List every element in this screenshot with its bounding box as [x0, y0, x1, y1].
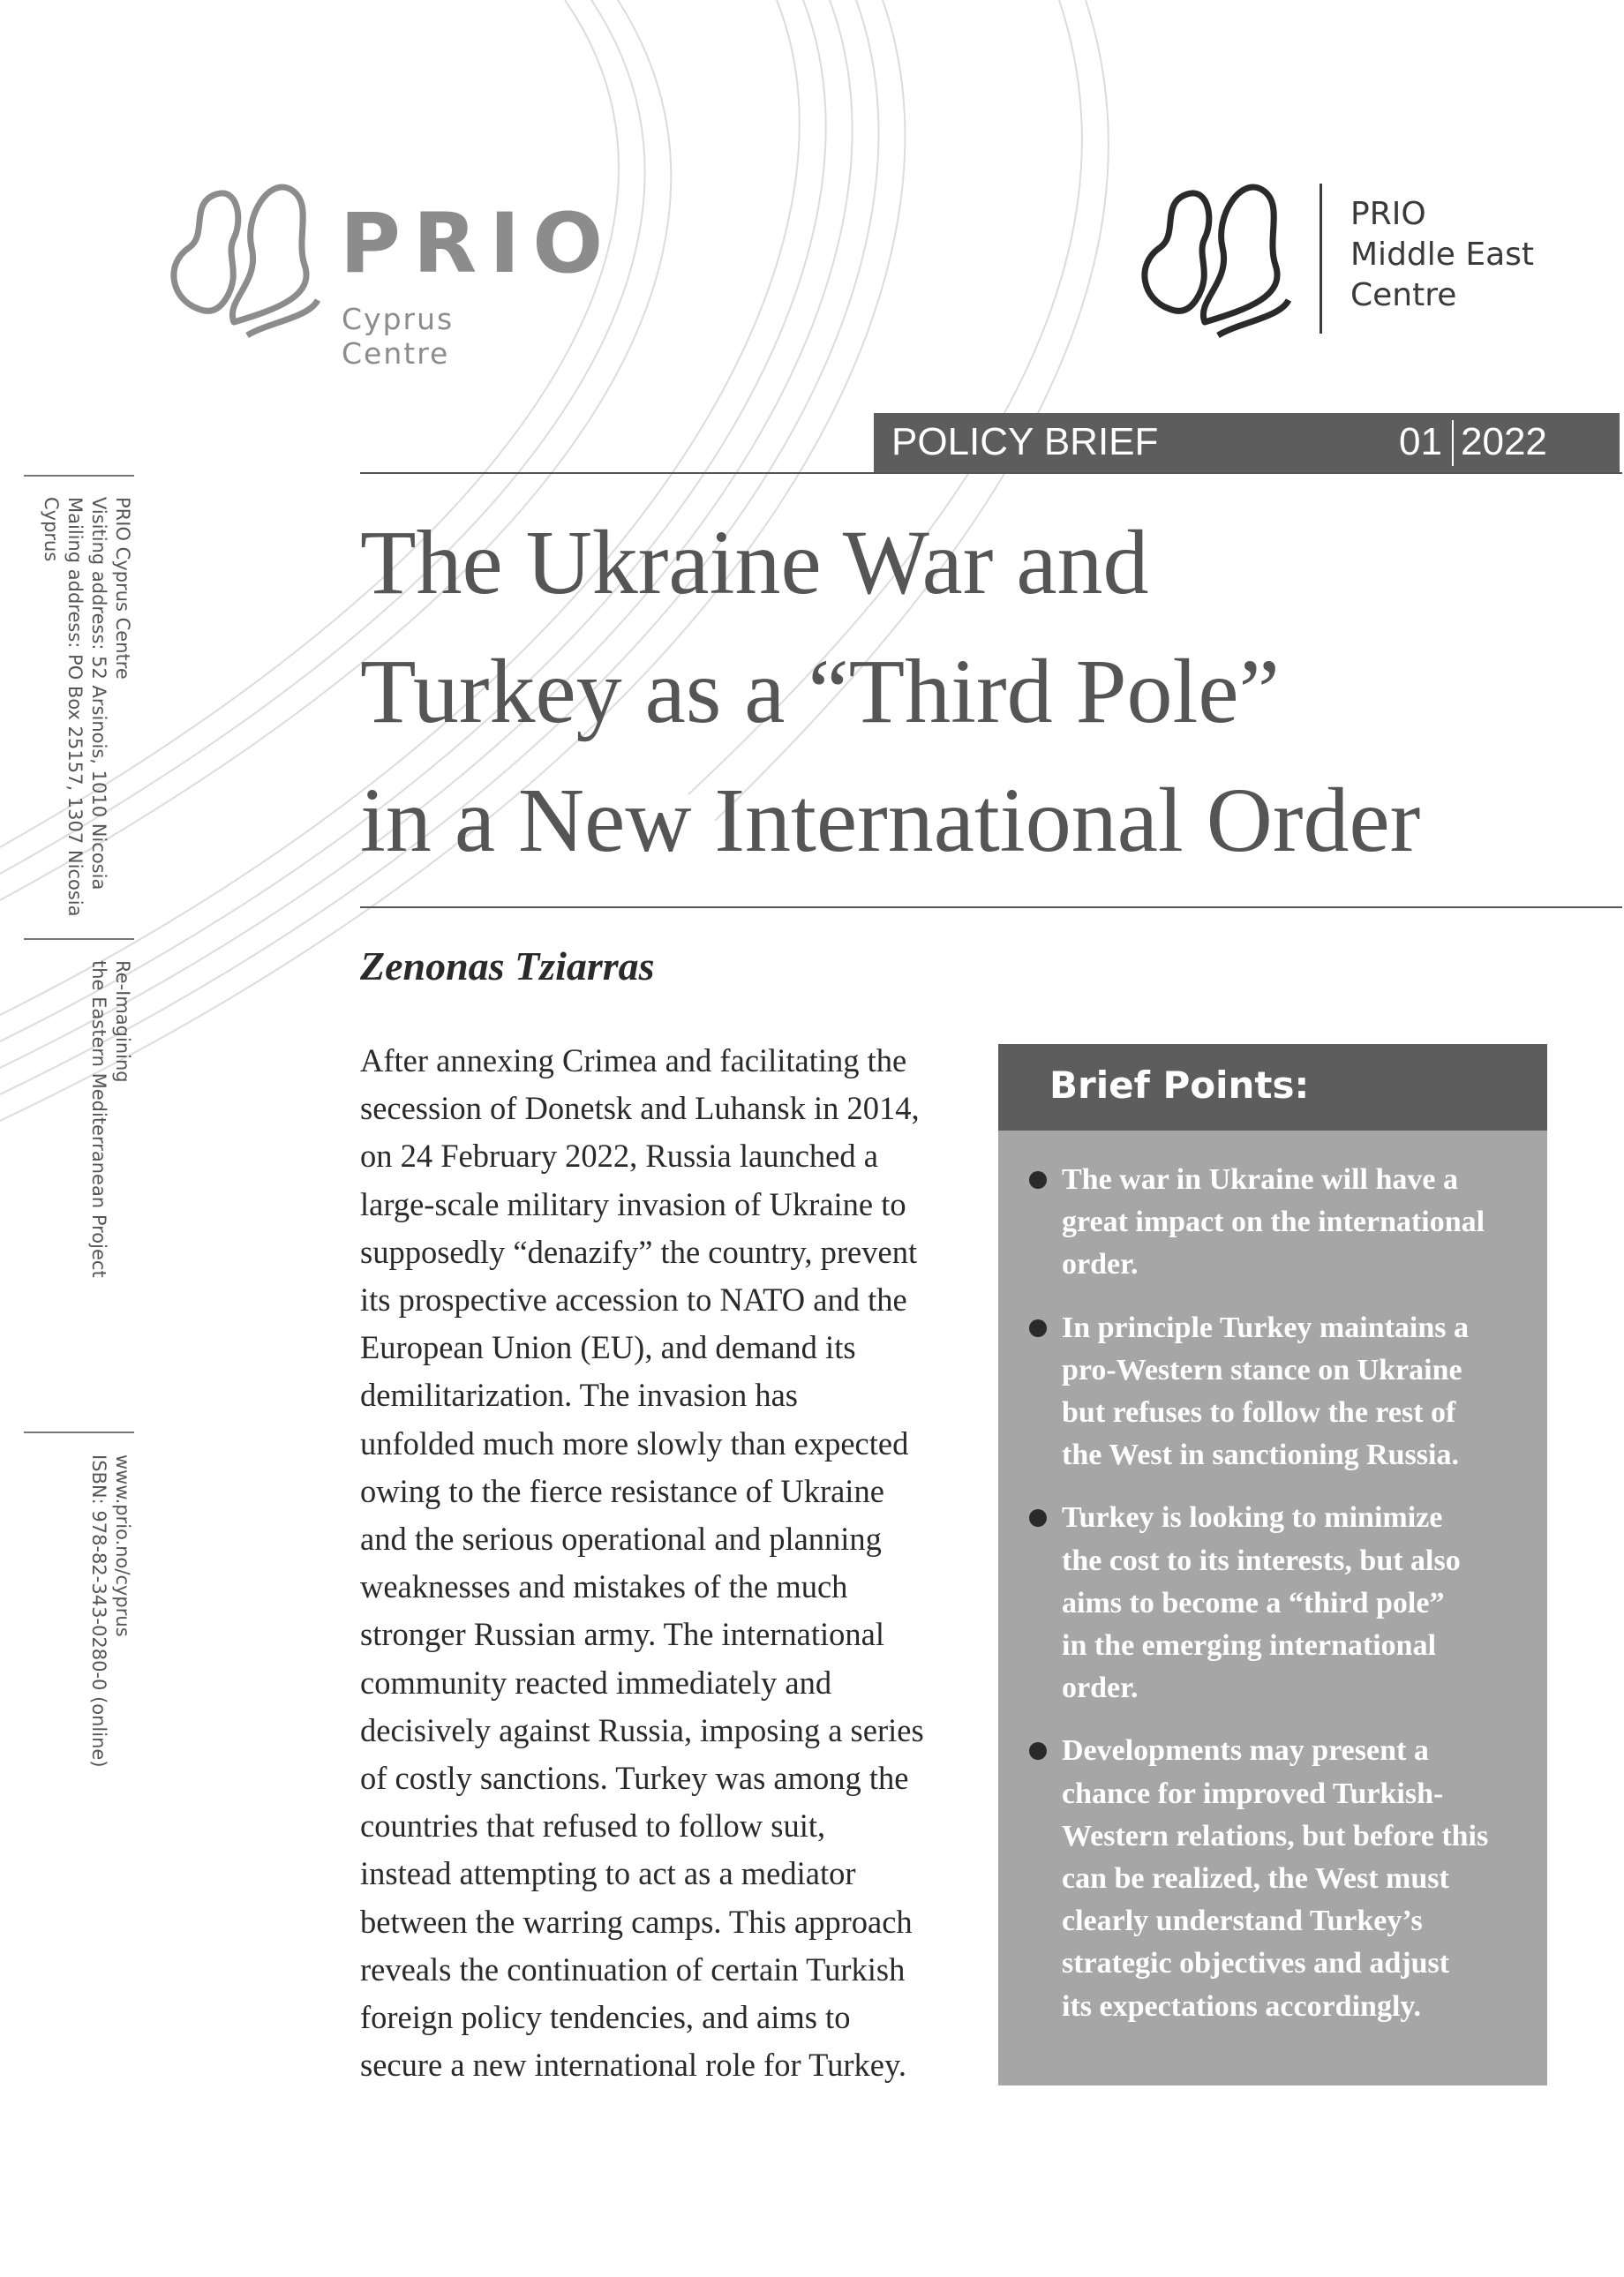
- issue-year: 2022: [1461, 420, 1547, 463]
- top-rule: [360, 472, 1622, 474]
- policy-brief-label: POLICY BRIEF: [891, 420, 1159, 463]
- brief-points-list: [998, 1159, 1547, 2048]
- list-item: In principle Turkey maintains a pro-Western stance on Ukraine but refuses to follow the rest of the West in sanctioning Russia.: [998, 1307, 1547, 1477]
- middle-east-centre-label: PRIO Middle East Centre: [1350, 196, 1535, 313]
- sidebar-address: PRIO Cyprus Centre Visiting address: 52 Arsinois, 1010 Nicosia Mailing address: PO Box 25157, 1307 Nicosia Cyprus: [41, 497, 133, 917]
- prio-wordmark: PRIO: [340, 196, 616, 292]
- sidebar-project: Re-Imagining the Eastern Mediterranean Project: [88, 960, 133, 1278]
- sidebar-rule: [24, 1432, 134, 1433]
- list-item: Turkey is looking to minimize the cost to its interests, but also aims to become a “third pole” in the emerging international order.: [998, 1497, 1547, 1710]
- bullet-icon: [1029, 1171, 1047, 1189]
- brief-points-box: [998, 1044, 1547, 2085]
- page-title: The Ukraine War and Turkey as a “Third Pole” in a New International Order: [360, 512, 1421, 871]
- bullet-icon: [1029, 1742, 1047, 1760]
- list-item: Developments may present a chance for improved Turkish- Western relations, but before this can be realized, the West must clearly understand Turkey’s strategic objectives and adjust its expectations accordingly.: [998, 1730, 1547, 2027]
- issue-number: 01: [1399, 420, 1442, 463]
- brief-points-heading: Brief Points:: [1049, 1063, 1310, 1107]
- bullet-icon: [1029, 1319, 1047, 1337]
- prio-figures-icon: [163, 168, 331, 344]
- summary-paragraph: After annexing Crimea and facilitating the secession of Donetsk and Luhansk in 2014, on 24 February 2022, Russia launched a large-scale military invasion of Ukraine to supposedly “denazify” the country, prevent its prospective accession to NATO and the European Union (EU), and demand its demilitarization. The invasion has unfolded much more slowly than expected owing to the fierce resistance of Ukraine and the serious operational and planning weaknesses and mistakes of the much stronger Russian army. The international community reacted immediately and decisively against Russia, imposing a series of costly sanctions. Turkey was among the countries that refused to follow suit, instead attempting to act as a mediator between the warring camps. This approach reveals the continuation of certain Turkish foreign policy tendencies, and aims to secure a new international role for Turkey.: [360, 1042, 924, 2084]
- policy-brief-bar: [874, 413, 1620, 473]
- title-rule: [360, 906, 1622, 908]
- cyprus-centre-label: Cyprus Centre: [342, 302, 455, 371]
- logo-divider: [1320, 184, 1322, 334]
- brief-points-header: [998, 1044, 1547, 1131]
- issue-separator: [1452, 420, 1454, 466]
- prio-cyprus-logo: [163, 168, 616, 371]
- sidebar-rule: [24, 938, 134, 940]
- author-name: Zenonas Tziarras: [360, 943, 655, 988]
- list-item: The war in Ukraine will have a great impact on the international order.: [998, 1159, 1547, 1287]
- bullet-icon: [1029, 1509, 1047, 1527]
- prio-figures-icon: [1134, 168, 1302, 344]
- prio-middle-east-logo: [1134, 168, 1549, 353]
- sidebar-rule: [24, 475, 134, 477]
- sidebar-web: www.prio.no/cyprus ISBN: 978-82-343-0280-0 (online): [88, 1454, 133, 1768]
